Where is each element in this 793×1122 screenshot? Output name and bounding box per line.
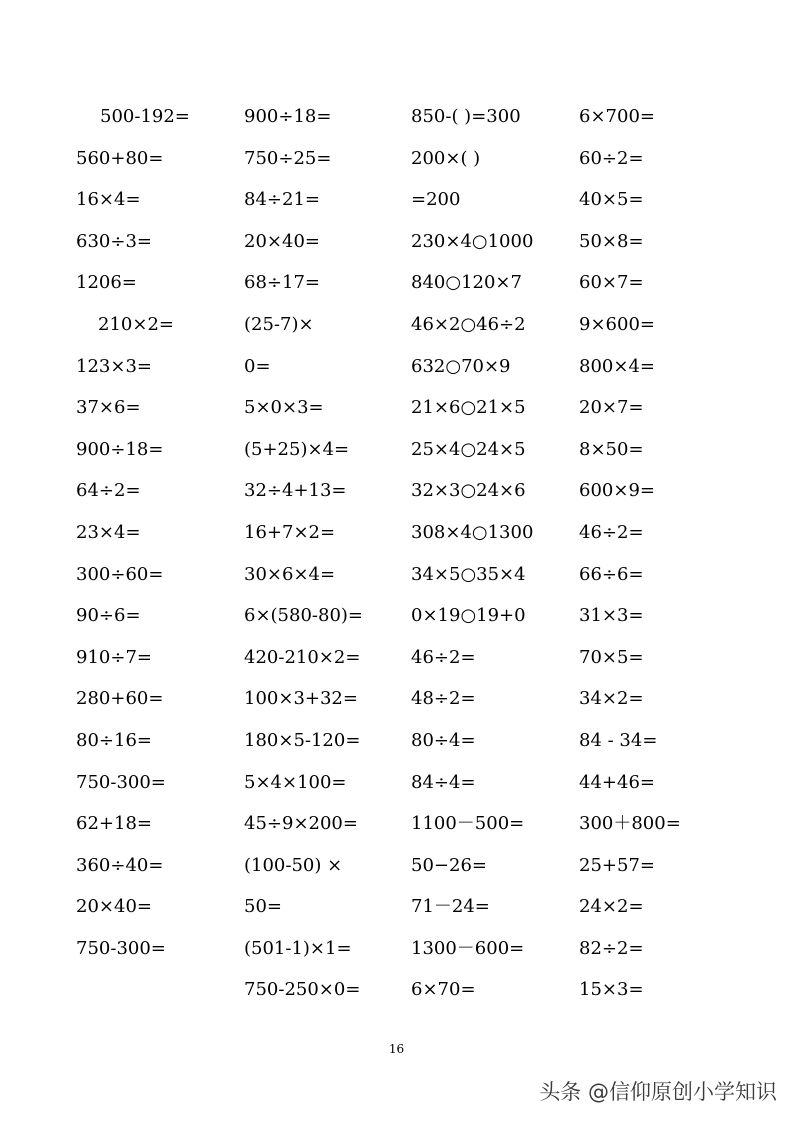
problem-cell: 30×6×4= (244, 563, 336, 585)
problem-cell: 1100－500= (411, 813, 525, 835)
problem-cell: 750÷25= (244, 147, 332, 169)
problem-cell: 6×(580-80)= (244, 605, 364, 627)
problem-cell: 82÷2= (579, 937, 644, 959)
problem-cell: 5×0×3= (244, 397, 324, 419)
problem-cell: 44+46= (579, 771, 655, 793)
problem-cell: 46×2○46÷2 (411, 313, 526, 335)
problem-cell: 32÷4+13= (244, 480, 347, 502)
problem-cell: 230×4○1000 (411, 230, 534, 252)
problem-cell: 123×3= (76, 355, 152, 377)
problem-cell: 20×40= (244, 230, 320, 252)
problem-cell: 40×5= (579, 189, 644, 211)
problem-cell: 50×8= (579, 230, 644, 252)
problem-cell: 210×2= (98, 313, 174, 335)
problem-cell: 50−26= (411, 854, 487, 876)
problem-cell: 46÷2= (411, 646, 476, 668)
problem-cell: 50= (244, 896, 282, 918)
problem-cell: 1206= (76, 272, 137, 294)
problem-cell: 31×3= (579, 605, 644, 627)
problem-cell: 60×7= (579, 272, 644, 294)
problem-cell: 910÷7= (76, 646, 152, 668)
problem-cell: 8×50= (579, 438, 644, 460)
problem-cell: 15×3= (579, 979, 644, 1001)
problem-cell: 71－24= (411, 896, 490, 918)
problem-cell: 840○120×7 (411, 272, 522, 294)
problem-cell: 62+18= (76, 813, 152, 835)
problem-cell: 420-210×2= (244, 646, 361, 668)
problem-cell: 64÷2= (76, 480, 141, 502)
problem-cell: 1300－600= (411, 937, 525, 959)
problem-cell: 800×4= (579, 355, 655, 377)
problem-cell: 32×3○24×6 (411, 480, 526, 502)
problem-cell: 300÷60= (76, 563, 164, 585)
problem-cell: 37×6= (76, 397, 141, 419)
problem-cell: 900÷18= (76, 438, 164, 460)
problem-cell: 16×4= (76, 189, 141, 211)
problem-cell: 9×600= (579, 313, 655, 335)
problem-column-3 (411, 96, 576, 1011)
problem-cell: 280+60= (76, 688, 164, 710)
watermark: 头条 @信仰原创小学知识 (539, 1080, 777, 1104)
problem-cell: 84÷21= (244, 189, 320, 211)
problem-cell: 750-300= (76, 771, 166, 793)
problem-cell: 500-192= (100, 106, 190, 127)
problem-cell: 600×9= (579, 480, 655, 502)
problem-cell: (25-7)× (244, 313, 314, 335)
problem-cell: 20×7= (579, 397, 644, 419)
problem-cell: 70×5= (579, 646, 644, 668)
problem-cell: 0= (244, 355, 271, 377)
problem-cell: 66÷6= (579, 563, 644, 585)
problem-column-4 (579, 96, 744, 1011)
problem-cell: 20×40= (76, 896, 152, 918)
problem-cell: 900÷18= (244, 106, 332, 127)
problem-cell: 24×2= (579, 896, 644, 918)
problem-cell: 6×700= (579, 106, 655, 127)
problem-cell: (100-50) × (244, 854, 343, 876)
problem-cell: 68÷17= (244, 272, 320, 294)
problem-cell: 80÷16= (76, 729, 152, 751)
problem-cell: 630÷3= (76, 230, 152, 252)
problem-cell: 34×5○35×4 (411, 563, 526, 585)
problem-cell: 16+7×2= (244, 521, 336, 543)
problem-cell: 90÷6= (76, 605, 141, 627)
problem-cell: 84 - 34= (579, 729, 658, 751)
problem-cell: 750-300= (76, 937, 166, 959)
problem-cell: 48÷2= (411, 688, 476, 710)
problem-cell: 25+57= (579, 854, 655, 876)
problem-cell: 46÷2= (579, 521, 644, 543)
problem-cell: 84÷4= (411, 771, 476, 793)
problem-cell: 360÷40= (76, 854, 164, 876)
problem-column-1 (76, 96, 241, 969)
page-number: 16 (388, 1042, 405, 1056)
problem-cell: 34×2= (579, 688, 644, 710)
problem-cell: 45÷9×200= (244, 813, 358, 835)
problem-cell: 632○70×9 (411, 355, 511, 377)
problem-cell: 60÷2= (579, 147, 644, 169)
problem-cell: 300＋800= (579, 813, 681, 835)
problem-cell: 6×70= (411, 979, 476, 1001)
problem-cell: 750-250×0= (244, 979, 361, 1001)
problem-cell: 80÷4= (411, 729, 476, 751)
problem-cell: 5×4×100= (244, 771, 347, 793)
problem-column-2 (244, 96, 409, 1011)
problem-cell: 308×4○1300 (411, 521, 534, 543)
problem-cell: 850-( )=300 (411, 106, 521, 127)
problem-cell: 0×19○19+0 (411, 605, 526, 627)
problem-cell: (5+25)×4= (244, 438, 350, 460)
problem-cell: 180×5-120= (244, 729, 361, 751)
problem-cell: 21×6○21×5 (411, 397, 526, 419)
problem-cell: 23×4= (76, 521, 141, 543)
problem-cell: =200 (411, 189, 461, 211)
problem-cell: (501-1)×1= (244, 937, 352, 959)
problem-cell: 25×4○24×5 (411, 438, 526, 460)
problem-cell: 560+80= (76, 147, 164, 169)
problem-cell: 100×3+32= (244, 688, 358, 710)
problem-cell: 200×( ) (411, 147, 481, 169)
